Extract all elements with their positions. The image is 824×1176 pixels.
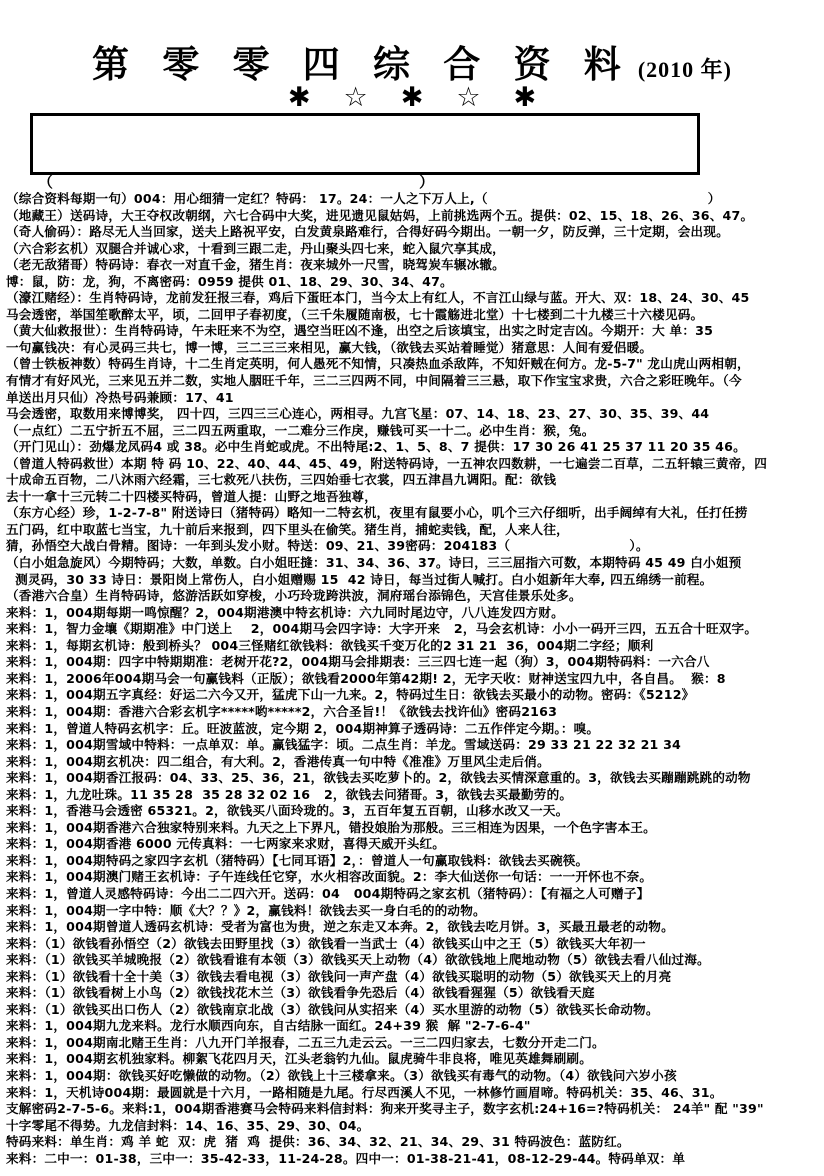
outline-star-icon: ☆ (343, 82, 401, 113)
text-line: （黄大仙救报世）：生肖特码诗，午未旺来不为空，遇空当旺凶不逢，出空之后该填宝，出实之时定吉凶。今期开：大 单：35 (6, 323, 714, 339)
text-line: 一句赢钱决：有心灵码三共七，博一博，三二三三来相见，赢大钱，（欲钱去买站着睡觉）猪意思：人间有爱侣暖。 (6, 339, 653, 355)
text-line: 测灵码，30 33 诗日：景阳岗上常伤人，白小姐赠赐 15 42 诗日，每当过街人喊打。白小姐新年大奉, 四五绵绣一前程。 (6, 571, 713, 587)
text-line: 单送出月只仙）冷热号码兼顾：17、41 (6, 389, 234, 405)
text-line: 来料：1，004期雪域中特料：一点单双：单。赢钱猛字：顷。二点生肖：羊龙。雪域送码：29 33 21 22 32 21 34 (6, 737, 681, 753)
text-line: 来料：1，004期：欲钱买好吃懒做的动物。（2）欲钱上十三楼拿来。（3）欲钱买有毒气的动物。（4）欲钱问六岁小孩 (6, 1067, 677, 1083)
text-line: 来料：1，004期南北赌王生肖：八九开门羊报春，二五三九走云云。一三二四归家去，七数分开走二门。 (6, 1034, 605, 1050)
text-line: 来料：1，004期香港六合独家特别来料。九天之上下界凡，错投娘胎为那般。三三相连为因果，一个色字害本王。 (6, 819, 656, 835)
text-line: 来料：1，004期香港 6000 元传真料：一七两家来求财，喜得天威开头红。 (6, 836, 446, 852)
text-line: 有情才有好风光，三来见五并二数，实地人胭旺千年，三二三四两不同，中间隔着三三悬，取下作宝宝求贵，六合之彩旺晚年。（今 (6, 373, 742, 389)
text-line: 来料：1，004期每期一鸣惊醒？2，004期港澳中特玄机诗：六九同时尾边守，八八连发四方财。 (6, 604, 564, 620)
text-line: 来料：1，九龙吐珠。11 35 28 35 28 32 02 16 2，欲钱去问猪哥。3，欲钱去买最勤劳的。 (6, 786, 573, 802)
text-line: 来料：1，004期：四字中特期期准：老树开花?2，004期马会排期表：三三四七连一起（狗）3，004期特码料：一六合八 (6, 654, 710, 670)
asterisk-star-icon: ✱ (400, 82, 457, 113)
text-line: （开门见山）：劲爆龙凤码4 或 38。必中生肖蛇或虎。不出特尾:2、1、5、8、7 提供：17 30 26 41 25 37 11 20 35 46。 (6, 439, 746, 455)
text-line: 来料：1，天机诗004期：最圆就是十六月，一路相随是九尾。行尽西溪人不见，一林修竹画眉啼。特码机关：35、46、31。 (6, 1084, 723, 1100)
text-line: 来料：1，曾道人灵感特码诗：今出二二四六开。送码：04 004期特码之家玄机（猪特码）：【有福之人可赠子】 (6, 885, 650, 901)
text-line: 来料：（1）欲钱看树上小鸟（2）欲钱找花木兰（3）欲钱看争先恐后（4）欲钱看猩猩（5）欲钱看天庭 (6, 985, 595, 1001)
text-line: 去十一拿十三元转二十四楼买特码，曾道人提：山野之地吾独尊， (6, 488, 378, 504)
text-line: 来料：1，004期澳门赌王玄机诗：子午连线任它穿，水火相容改面貌。2：李大仙送你一句话：一一开怀也不奈。 (6, 869, 653, 885)
text-line: 来料：（1）欲钱买羊城晚报（2）欲钱看谁有本领（3）欲钱买天上动物（4）欲欲钱地上爬地动物（5）欲钱去看八仙过海。 (6, 952, 710, 968)
outline-star-icon: ☆ (456, 82, 514, 113)
text-line: 来料：1，2006年004期马会一句赢钱料（正版）；欲钱看2000年第42期! 2，无字天收：财神送宝四九中，各自昌。 猴：8 (6, 670, 726, 686)
text-line: 来料：（1）欲钱买出口伤人（2）欲钱南京北战（3）欲钱问从实招来（4）买水里游的动物（5）欲钱买长命动物。 (6, 1001, 659, 1017)
text-line: 来料：1，004期一字中特：顺《大？？》2，赢钱料！欲钱去买一身白毛的的动物。 (6, 902, 486, 918)
text-line: 来料：1，004期：香港六合彩玄机字*****哟*****2，六合圣旨!！《欲钱去找许仙》密码2163 (6, 703, 558, 719)
open-paren: （ (38, 173, 54, 191)
text-line: 来料：（1）欲钱看孙悟空（2）欲钱去田野里找（3）欲钱看一当武士（4）欲钱买山中之王（5）欲钱买大年初一 (6, 935, 646, 951)
asterisk-star-icon: ✱ (287, 82, 344, 113)
text-line: （奇人偷码）：路尽无人当回家，送夫上路祝平安，白发黄泉路难行，合得好码今期出。一朝一夕，防反弹，三十定期，会出现。 (6, 224, 729, 240)
text-line: （白小姐急旋风）今期特码；大数，单数。白小姐旺摓：31、34、36、37。诗曰，三三屈指六可数，本期特码 45 49 白小姐预 (6, 555, 742, 571)
text-line: 支解密码2-7-5-6。来料:1，004期香港赛马会特码来料信封料：狗来开奖寻主子，数字玄机:24+16=?特码机关： 24羊" 配 "39" (6, 1101, 764, 1117)
text-line: 来料：（1）欲钱看十全十美（3）欲钱去看电视（3）欲钱问一声产盘（4）欲钱买聪明的动物（5）欲钱买天上的月亮 (6, 968, 672, 984)
empty-frame-box (30, 113, 700, 175)
text-line: 猜，孙悟空大战白骨精。图诗：一年到头发小财。特送：09、21、39密码：204183（ ）。 (6, 538, 649, 554)
content-lines (6, 191, 822, 1167)
title-year: (2010 年) (637, 57, 732, 82)
close-paren: ） (418, 173, 434, 191)
text-line: （濠江赌经）：生肖特码诗，龙前发狂报三春，鸡后下蛋旺本门，当今太上有红人，不言江山绿与蓝。开大、双：18、24、30、45 (6, 290, 750, 306)
text-line: 五门码，红中取蓝七当宝，九十前后来报到，四下里头在偷笑。猪生肖，捕蛇卖钱，配，人来人往， (6, 521, 569, 537)
text-line: 来料：1，004期九龙来料。龙行水顺西向东，自古结脉一面红。24+39 猴 解 "2-7-6-4" (6, 1018, 531, 1034)
text-line: （东方心经）珍，1-2-7-8" 附送诗曰（猪特码）略知一二特玄机，夜里有鼠要小心，叽个三六仔细听，出手阔绰有大礼，任打任捞 (6, 505, 748, 521)
text-line: 来料：1，004期曾道人透码玄机诗：受者为富也为贵，逆之东走又本奔。2，欲钱去吃月饼。3，买最丑最老的动物。 (6, 919, 674, 935)
text-line: 来料：1，004期特码之家四字玄机（猪特码）【七同耳语】2，：曾道人一句赢取钱料：欲钱去买碗筷。 (6, 852, 589, 868)
text-line: （香港六合皇）生肖特码诗，悠游活跃如穿梭，小巧玲珑跨洪波，洞府瑶台添锦色，天宫佳景乐处多。 (6, 588, 582, 604)
title-text: 第 零 零 四 综 合 资 料 (92, 45, 633, 86)
text-line: 十成命五百物，二八沐雨六经霜，三七救死八扶伤，三四始垂七衣裳，四五津昌九调阳。配：欲钱 (6, 472, 557, 488)
text-line: 十字零尾不得势。九龙信封料：14、16、35、29、30、04。 (6, 1117, 370, 1133)
star-decoration-row (0, 82, 824, 113)
page-title (0, 34, 824, 88)
text-line: 博：鼠，防：龙，狗，不离密码：0959 提供 01、18、29、30、34、47。 (6, 273, 453, 289)
text-line: 来料：1，香港马会透密 65321。2，欲钱买八面玲珑的。3，五百年复五百朝，山移水改又一天。 (6, 803, 569, 819)
text-line: （一点红）二五宁折五不屈，三二四五两重取，一二难分三作戾，赚钱可买一十二。必中生肖：猴，兔。 (6, 422, 595, 438)
text-line: 来料：1，004期玄机独家料。柳絮飞花四月天，江头老翁钓九仙。鼠虎骑牛非良将，唯见英雄舞刷刷。 (6, 1051, 592, 1067)
text-line: 马会透密，举国笙歌醉太平，顷，二回甲子春初度，（三千朱履随南极，七十霞觞进北堂）十七楼到二十九楼三十六楼见码。 (6, 306, 704, 322)
text-line: （地藏王）送码诗，大王夺权改朝纲，六七合码中大奖，进见遗见鼠姑妈，上前挑选两个五。提供：02、15、18、26、36、47。 (6, 207, 754, 223)
text-line: （六合彩玄机）双腿合并诚心求，十看到三跟二走，丹山聚头四七来，蛇入鼠穴享其成， (6, 240, 505, 256)
asterisk-star-icon: ✱ (513, 82, 570, 113)
text-line: 来料：1，004期玄机决：四二组合，有大利。2，香港传真一句中特《准准》万里风尘走后俏。 (6, 753, 550, 769)
text-line: 来料：1，曾道人特码玄机字：丘。旺波蓝波，定今期 2，004期神算子透码诗：二五作伴定今期。：嗅。 (6, 720, 600, 736)
text-line: （曾士铁板神数）特码生肖诗，十二生肖定英明，何人愚死不知情，只凑热血杀敌阵，不知奸贼在何方。龙-5-7" 龙山虎山两相朝， (6, 356, 750, 372)
text-line: 马会透密，取数用来博博奖， 四十四，三四三三心连心，两相寻。九宫飞星：07、14、18、23、27、30、35、39、44 (6, 406, 710, 422)
text-line: （老无敌猪哥）特码诗：春衣一对直千金，猪生肖：夜来城外一尺雪，晓驾炭车辗冰辙。 (6, 257, 505, 273)
text-line: 特码来料：单生肖：鸡 羊 蛇 双：虎 猪 鸡 提供：36、34、32、21、34、29、31 特码波色：蓝防红。 (6, 1134, 630, 1150)
text-line: 来料：二中一：01-38，三中一：35-42-33，11-24-28。四中一：01-38-21-41，08-12-29-44。特码单双：单 (6, 1150, 686, 1166)
text-line: 来料：1，智力金壤《期期准》中门送上 2，004期马会四字诗：大字开来 2，马会玄机诗：小小一码开三四，五五合十旺双字。 (6, 621, 758, 637)
text-line: 来料：1，004期香江报码：04、33、25、36，21，欲钱去买吃萝卜的。2，欲钱去买情深意重的。3，欲钱去买蹦蹦跳跳的动物 (6, 770, 751, 786)
text-line: 来料：1，004期五字真经：好运二六今又开，猛虎下山一九来。2，特码过生日：欲钱去买最小的动物。密码：《5212》 (6, 687, 695, 703)
text-line: （曾道人特码救世）本期 特 码 10、22、40、44、45、49，附送特码诗，一五神农四数耕，一七遍尝二百草，二五轩辕三黄帝，四 (6, 455, 767, 471)
text-line: 来料：1，每期玄机诗：般到桥头？ 004三怪赌红欲钱料：欲钱买千变万化的2 31 21 36，004期二字经；顺利 (6, 637, 654, 653)
text-line: （综合资料每期一句）004：用心细猜一定红？特码： 17。24：一人之下万人上,（ ） (6, 191, 721, 206)
empty-parenthesis-row (38, 171, 434, 192)
